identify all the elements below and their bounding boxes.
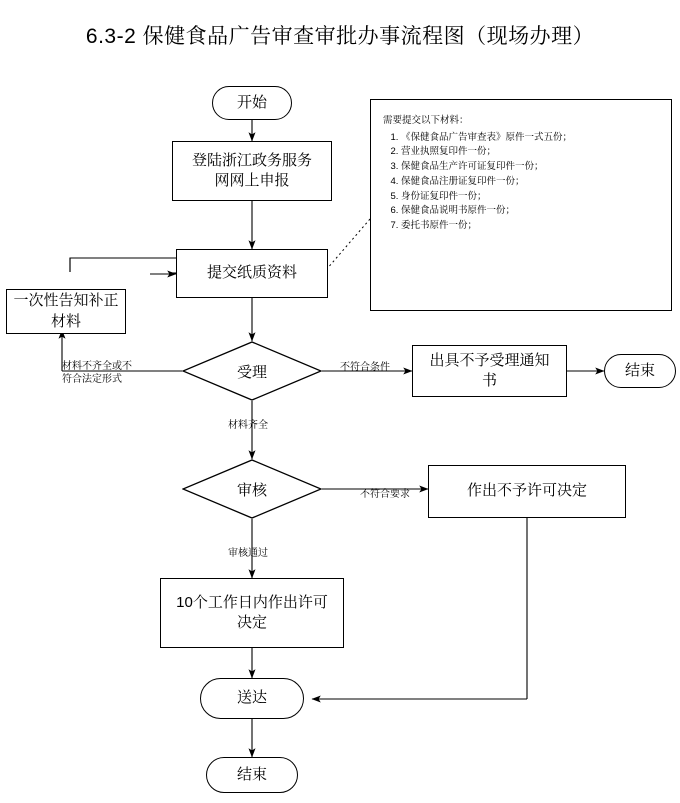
node-submit-paper: [176, 249, 328, 298]
node-accept-label: 受理: [236, 363, 267, 381]
node-review-label: 审核: [236, 481, 267, 499]
node-one-time-notice: [6, 289, 126, 334]
list-item: 6. 保健食品说明书原件一份；: [401, 204, 659, 219]
node-end-top-label: 结束: [624, 361, 655, 379]
edge-label-not-meet-requirements: 不符合要求: [360, 489, 410, 500]
note-list: [383, 131, 659, 234]
node-no-permit-decision: [428, 465, 626, 518]
node-review: [182, 459, 322, 519]
required-materials-note: [370, 99, 672, 311]
node-end-bottom: [206, 757, 298, 793]
node-start-label: 开始: [236, 93, 267, 111]
node-deliver-label: 送达: [236, 689, 267, 707]
node-start: [212, 86, 292, 120]
note-heading: 需要提交以下材料：: [383, 115, 469, 126]
node-online-declare-label: 登陆浙江政务服务网网上申报: [191, 151, 312, 189]
node-one-time-notice-label: 一次性告知补正材料: [13, 292, 119, 330]
node-deliver: [200, 678, 304, 719]
edge-label-review-passed: 审核通过: [228, 548, 268, 559]
list-item: 1. 《保健食品广告审查表》原件一式五份；: [401, 131, 659, 146]
edge-label-materials-complete: 材料齐全: [228, 420, 268, 431]
list-item: 2. 营业执照复印件一份；: [401, 145, 659, 160]
node-end-bottom-label: 结束: [236, 765, 267, 783]
node-submit-paper-label: 提交纸质资料: [206, 264, 297, 282]
node-no-permit-decision-label: 作出不予许可决定: [466, 482, 587, 500]
edge-label-not-meet-conditions: 不符合条件: [340, 362, 390, 373]
page-title: 6.3-2 保健食品广告审查审批办事流程图（现场办理）: [85, 25, 595, 48]
node-decision-10-days: [160, 578, 344, 648]
list-item: 3. 保健食品生产许可证复印件一份；: [401, 160, 659, 175]
list-item: 5. 身份证复印件一份；: [401, 190, 659, 205]
node-online-declare: [172, 141, 332, 201]
node-not-accept-notice-label: 出具不予受理通知书: [429, 351, 550, 389]
node-end-top: [604, 354, 676, 388]
edge-label-materials-incomplete: 材料不齐全或不符合法定形式: [62, 361, 132, 385]
node-not-accept-notice: [412, 345, 567, 397]
list-item: 4. 保健食品注册证复印件一份；: [401, 175, 659, 190]
node-accept: [182, 341, 322, 401]
list-item: 7. 委托书原件一份；: [401, 219, 659, 234]
node-decision-10-days-label: 10个工作日内作出许可决定: [176, 593, 328, 631]
